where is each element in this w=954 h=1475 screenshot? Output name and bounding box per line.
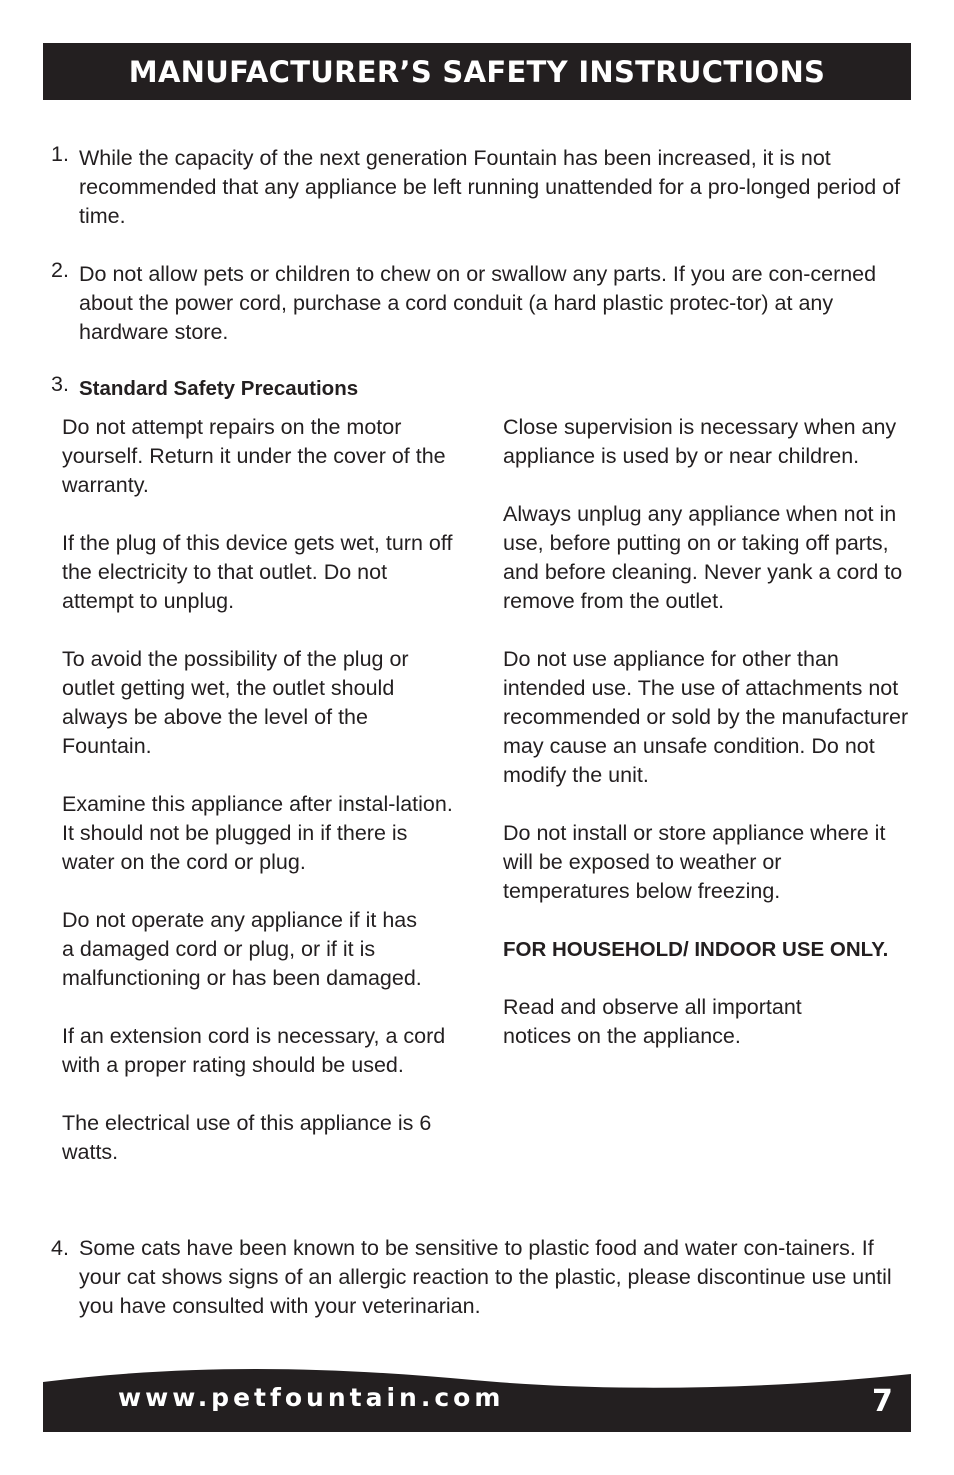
website-url: www.petfountain.com [118, 1383, 505, 1412]
precaution-text: Read and observe all important notices on the appliance. [503, 995, 802, 1048]
item-text: While the capacity of the next generation Fountain has been increased, it is not recommended that any appliance be left running unattended for a pro-longed period of time. [79, 146, 901, 228]
header-bar [43, 43, 911, 100]
precaution-text: Do not use appliance for other than intended use. The use of attachments not recommended or sold by the manufacturer may cause an unsafe condition. Do not modify the unit. [503, 647, 909, 787]
precaution-text: Do not operate any appliance if it has a damaged cord or plug, or if it is malfunctioning or has been damaged. [62, 908, 422, 990]
precautions-right-column [503, 413, 913, 1080]
page-number: 7 [872, 1384, 893, 1419]
item-text: Do not allow pets or children to chew on or swallow any parts. If you are con-cerned about the power cord, purchase a cord conduit (a hard plastic protec-tor) at any hardware store. [79, 262, 877, 344]
page-title: MANUFACTURER’S SAFETY INSTRUCTIONS [128, 54, 826, 89]
list-item [51, 144, 901, 231]
item-number: 3. [51, 372, 69, 396]
precaution-text: Do not attempt repairs on the motor yourself. Return it under the cover of the warranty. [62, 415, 446, 497]
precaution-text: To avoid the possibility of the plug or outlet getting wet, the outlet should always be above the level of the Fountain. [62, 647, 409, 758]
list-item [51, 260, 901, 347]
precaution-text: If an extension cord is necessary, a cord with a proper rating should be used. [62, 1024, 446, 1077]
item-number: 2. [51, 258, 69, 282]
precaution-text: If the plug of this device gets wet, turn off the electricity to that outlet. Do not attempt to unplug. [62, 531, 453, 613]
item-text: Some cats have been known to be sensitive to plastic food and water con-tainers. If your cat shows signs of an allergic reaction to the plastic, please discontinue use until you have consulted with your veterinarian. [79, 1236, 892, 1318]
household-use-notice: FOR HOUSEHOLD/ INDOOR USE ONLY. [503, 938, 889, 961]
precaution-text: Do not install or store appliance where it will be exposed to weather or temperatures below freezing. [503, 821, 886, 903]
item-number: 4. [51, 1236, 69, 1260]
item-number: 1. [51, 142, 69, 166]
precaution-text: Always unplug any appliance when not in use, before putting on or taking off parts, and before cleaning. Never yank a cord to remove from the outlet. [503, 502, 903, 613]
list-item [51, 1234, 901, 1321]
precautions-left-column [62, 413, 462, 1196]
section-heading: Standard Safety Precautions [79, 377, 359, 400]
precaution-text: Close supervision is necessary when any appliance is used by or near children. [503, 415, 897, 468]
precaution-text: Examine this appliance after instal-lation. It should not be plugged in if there is water on the cord or plug. [62, 792, 453, 874]
list-item [51, 374, 901, 403]
precaution-text: The electrical use of this appliance is 6 watts. [62, 1111, 432, 1164]
